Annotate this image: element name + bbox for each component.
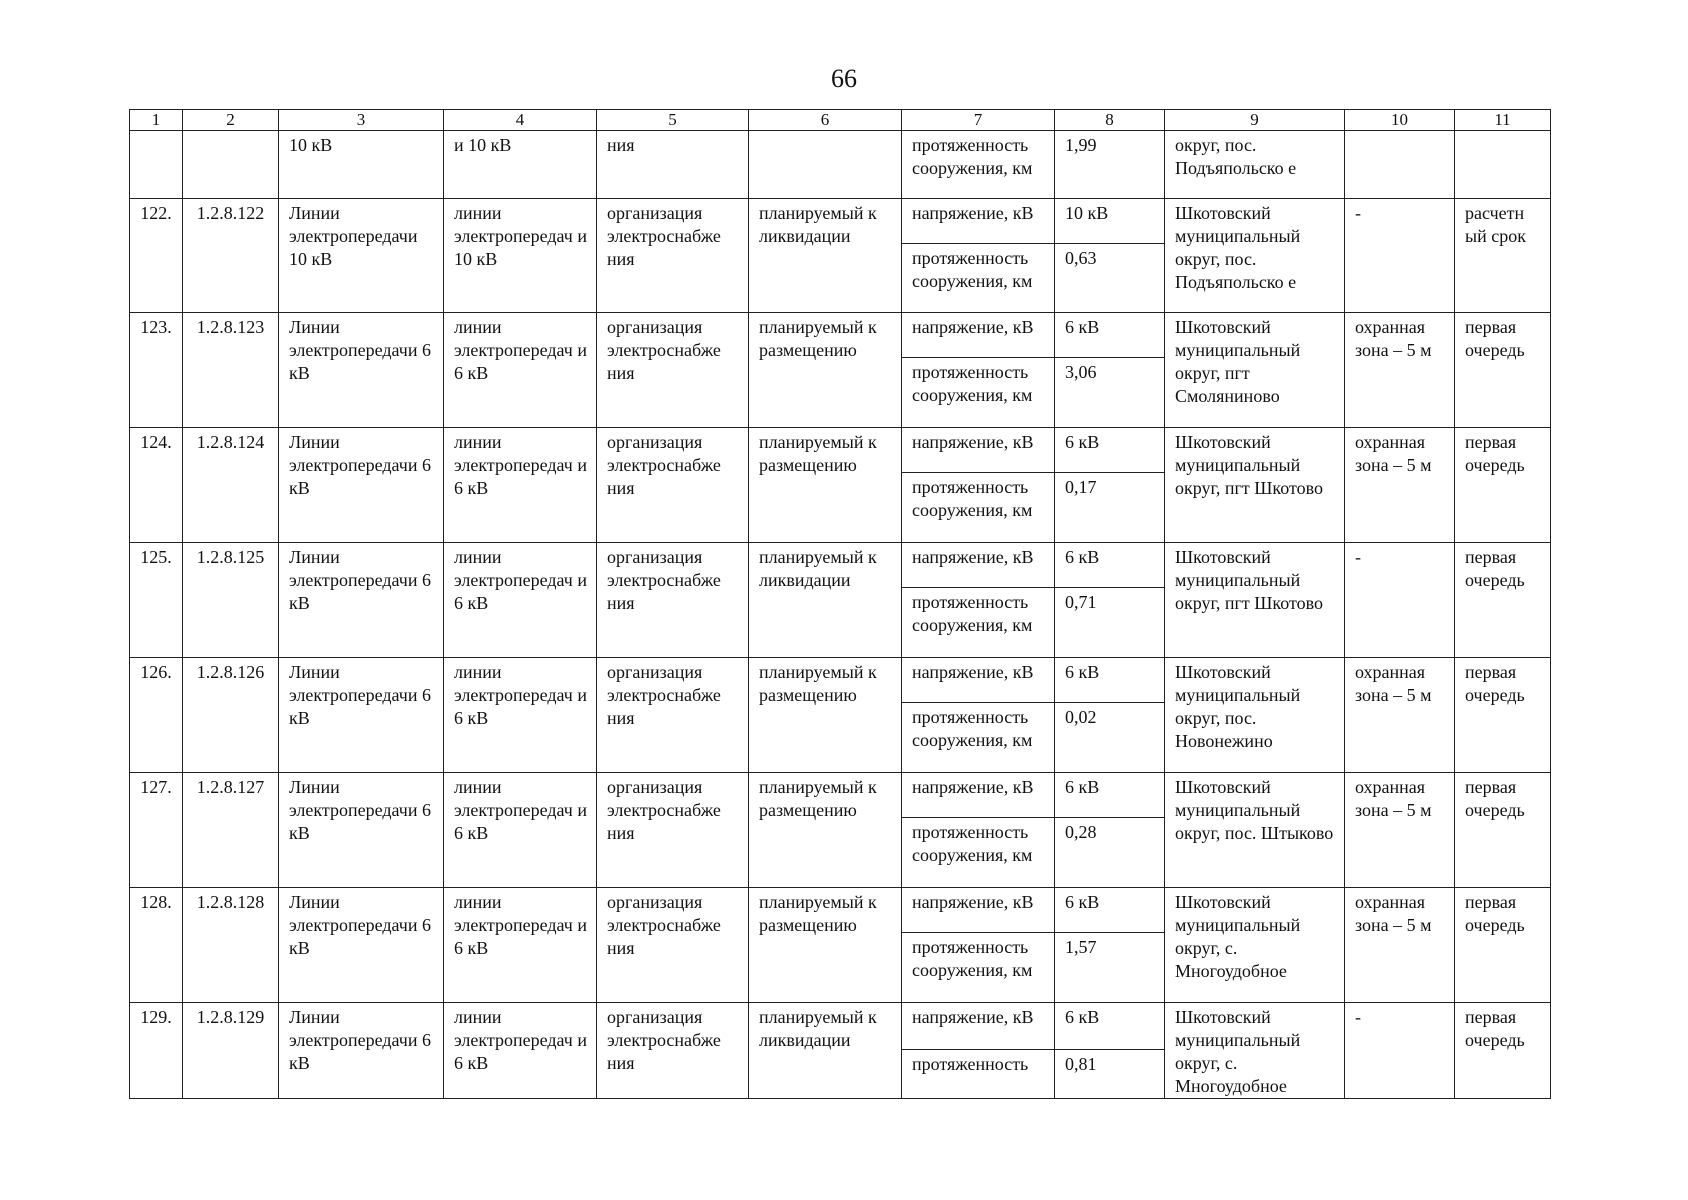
name-cell: Линии электропередачи 6 кВ [279,543,444,658]
parameter-cell: напряжение, кВ [902,658,1055,703]
status-cell: планируемый к размещению [749,888,902,1003]
column-number: 6 [749,110,902,131]
location-cell: Шкотовский муниципальный округ, пгт Смоляниново [1165,313,1345,428]
kind-cell: линии электропередач и 6 кВ [444,888,597,1003]
zone-cell: - [1345,199,1455,313]
value-cell: 1,99 [1055,131,1165,199]
code-cell: 1.2.8.125 [183,543,279,658]
parameter-cell: напряжение, кВ [902,543,1055,588]
column-number: 3 [279,110,444,131]
purpose-cell: организация электроснабже ния [597,199,749,313]
name-cell: Линии электропередачи 6 кВ [279,428,444,543]
zone-cell: охранная зона – 5 м [1345,888,1455,1003]
kind-cell: линии электропередач и 6 кВ [444,1003,597,1099]
kind-cell: линии электропередач и 6 кВ [444,543,597,658]
value-cell: 1,57 [1055,933,1165,1003]
code-cell: 1.2.8.122 [183,199,279,313]
status-cell: планируемый к размещению [749,773,902,888]
term-cell: первая очередь [1455,313,1551,428]
purpose-cell: организация электроснабже ния [597,888,749,1003]
parameter-cell: протяженность сооружения, км [902,358,1055,428]
code-cell [183,131,279,199]
status-cell: планируемый к размещению [749,658,902,773]
code-cell: 1.2.8.124 [183,428,279,543]
value-cell: 0,71 [1055,588,1165,658]
location-cell: Шкотовский муниципальный округ, пос. Штыково [1165,773,1345,888]
table-row [130,199,1551,244]
parameter-cell: напряжение, кВ [902,313,1055,358]
value-cell: 10 кВ [1055,199,1165,244]
value-cell: 0,63 [1055,244,1165,313]
parameter-cell: протяженность сооружения, км [902,818,1055,888]
name-cell: 10 кВ [279,131,444,199]
kind-cell: линии электропередач и 6 кВ [444,773,597,888]
parameter-cell: протяженность сооружения, км [902,588,1055,658]
kind-cell: линии электропередач и 6 кВ [444,658,597,773]
zone-cell: - [1345,1003,1455,1099]
table-row [130,313,1551,358]
code-cell: 1.2.8.127 [183,773,279,888]
term-cell: первая очередь [1455,543,1551,658]
name-cell: Линии электропередачи 6 кВ [279,313,444,428]
location-cell: Шкотовский муниципальный округ, с. Многоудобное [1165,1003,1345,1099]
location-cell: Шкотовский муниципальный округ, пгт Шкотово [1165,428,1345,543]
row-number-cell: 128. [130,888,183,1003]
kind-cell: линии электропередач и 6 кВ [444,313,597,428]
location-cell: Шкотовский муниципальный округ, с. Многоудобное [1165,888,1345,1003]
purpose-cell: организация электроснабже ния [597,543,749,658]
parameter-cell: протяженность сооружения, км [902,473,1055,543]
row-number-cell: 124. [130,428,183,543]
location-cell: Шкотовский муниципальный округ, пгт Шкотово [1165,543,1345,658]
parameter-cell: напряжение, кВ [902,773,1055,818]
column-number: 1 [130,110,183,131]
objects-table [129,109,1551,1099]
term-cell: первая очередь [1455,888,1551,1003]
row-number-cell [130,131,183,199]
parameter-cell: напряжение, кВ [902,199,1055,244]
purpose-cell: организация электроснабже ния [597,1003,749,1099]
column-number: 2 [183,110,279,131]
value-cell: 6 кВ [1055,428,1165,473]
zone-cell: охранная зона – 5 м [1345,773,1455,888]
location-cell: Шкотовский муниципальный округ, пос. Подъяпольско е [1165,199,1345,313]
value-cell: 0,17 [1055,473,1165,543]
table-row [130,1003,1551,1050]
term-cell: первая очередь [1455,773,1551,888]
value-cell: 6 кВ [1055,888,1165,933]
zone-cell [1345,131,1455,199]
row-number-cell: 125. [130,543,183,658]
term-cell: расчетн ый срок [1455,199,1551,313]
term-cell: первая очередь [1455,658,1551,773]
status-cell: планируемый к размещению [749,313,902,428]
table-row [130,658,1551,703]
parameter-cell: протяженность сооружения, км [902,131,1055,199]
name-cell: Линии электропередачи 6 кВ [279,888,444,1003]
term-cell: первая очередь [1455,1003,1551,1099]
column-number: 11 [1455,110,1551,131]
row-number-cell: 127. [130,773,183,888]
purpose-cell: организация электроснабже ния [597,773,749,888]
name-cell: Линии электропередачи 6 кВ [279,1003,444,1099]
table-row [130,773,1551,818]
name-cell: Линии электропередачи 6 кВ [279,658,444,773]
status-cell [749,131,902,199]
kind-cell: линии электропередач и 6 кВ [444,428,597,543]
continued-row [130,131,1551,199]
row-number-cell: 126. [130,658,183,773]
value-cell: 6 кВ [1055,313,1165,358]
term-cell: первая очередь [1455,428,1551,543]
column-number: 10 [1345,110,1455,131]
value-cell: 0,28 [1055,818,1165,888]
column-number: 8 [1055,110,1165,131]
value-cell: 3,06 [1055,358,1165,428]
code-cell: 1.2.8.129 [183,1003,279,1099]
code-cell: 1.2.8.123 [183,313,279,428]
parameter-cell: протяженность [902,1050,1055,1099]
row-number-cell: 129. [130,1003,183,1099]
column-number: 5 [597,110,749,131]
column-number: 4 [444,110,597,131]
table-row [130,428,1551,473]
column-number-row [130,110,1551,131]
table-row [130,543,1551,588]
zone-cell: охранная зона – 5 м [1345,658,1455,773]
location-cell: Шкотовский муниципальный округ, пос. Новонежино [1165,658,1345,773]
parameter-cell: протяженность сооружения, км [902,244,1055,313]
row-number-cell: 122. [130,199,183,313]
zone-cell: охранная зона – 5 м [1345,428,1455,543]
code-cell: 1.2.8.126 [183,658,279,773]
value-cell: 0,02 [1055,703,1165,773]
value-cell: 6 кВ [1055,1003,1165,1050]
kind-cell: и 10 кВ [444,131,597,199]
code-cell: 1.2.8.128 [183,888,279,1003]
status-cell: планируемый к ликвидации [749,199,902,313]
location-cell: округ, пос. Подъяпольско е [1165,131,1345,199]
parameter-cell: напряжение, кВ [902,428,1055,473]
status-cell: планируемый к размещению [749,428,902,543]
page-number: 66 [831,64,857,93]
term-cell [1455,131,1551,199]
status-cell: планируемый к ликвидации [749,543,902,658]
zone-cell: охранная зона – 5 м [1345,313,1455,428]
zone-cell: - [1345,543,1455,658]
value-cell: 6 кВ [1055,658,1165,703]
row-number-cell: 123. [130,313,183,428]
purpose-cell: ния [597,131,749,199]
name-cell: Линии электропередачи 10 кВ [279,199,444,313]
status-cell: планируемый к ликвидации [749,1003,902,1099]
value-cell: 6 кВ [1055,543,1165,588]
column-number: 7 [902,110,1055,131]
kind-cell: линии электропередач и 10 кВ [444,199,597,313]
parameter-cell: напряжение, кВ [902,1003,1055,1050]
purpose-cell: организация электроснабже ния [597,428,749,543]
name-cell: Линии электропередачи 6 кВ [279,773,444,888]
purpose-cell: организация электроснабже ния [597,313,749,428]
table-row [130,888,1551,933]
purpose-cell: организация электроснабже ния [597,658,749,773]
value-cell: 6 кВ [1055,773,1165,818]
parameter-cell: протяженность сооружения, км [902,933,1055,1003]
column-number: 9 [1165,110,1345,131]
parameter-cell: напряжение, кВ [902,888,1055,933]
value-cell: 0,81 [1055,1050,1165,1099]
parameter-cell: протяженность сооружения, км [902,703,1055,773]
